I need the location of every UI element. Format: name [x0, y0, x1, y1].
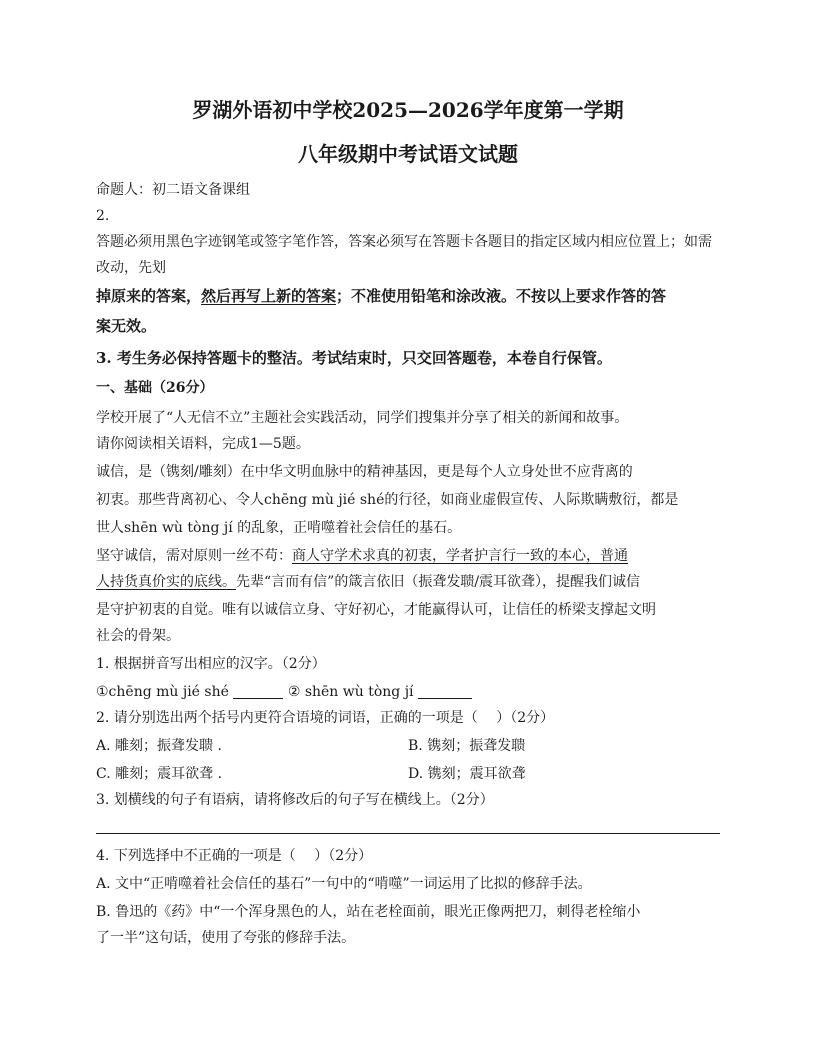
option-b: B. 鲁迅的《药》中“一个浑身黑色的人，站在老栓面前，眼光正像两把刀，刺得老栓缩小	[96, 904, 641, 920]
exam-subtitle: 八年级期中考试语文试题	[298, 142, 518, 166]
instruction-line-bold: 案无效。	[96, 317, 157, 335]
answer-blank-a[interactable]	[233, 684, 283, 699]
intro-line: 请你阅读相关语料，完成1—5题。	[96, 436, 310, 452]
instruction-line: 答题必须用黑色字迹钢笔或签字笔作答，答案必须写在答题卡各题目的指定区域内相应位置上；如需	[96, 234, 712, 250]
instruction-line-bold	[96, 286, 666, 306]
instruction-line: 改动，先划	[96, 260, 166, 276]
option-b-continued: 了一半”这句话，使用了夸张的修辞手法。	[96, 930, 356, 946]
passage-line: 诚信，是（镌刻/雕刻）在中华文明血脉中的精神基因，更是每个人立身处世不应背离的	[96, 464, 633, 480]
instruction-item-3: 3. 考生务必保持答题卡的整洁。考试结束时，只交回答题卷，本卷自行保管。	[96, 349, 612, 367]
passage-line: 是守护初衷的自觉。唯有以诚信立身、守好初心，才能赢得认可，让信任的桥梁支撑起文明	[96, 602, 656, 618]
passage-line	[96, 546, 628, 566]
answer-line[interactable]	[96, 833, 720, 834]
underlined-sentence: 商人守学术求真的初衷，学者护言行一致的本心，普通	[292, 548, 628, 564]
passage-line: 世人shēn wù tòng jí 的乱象，正啃噬着社会信任的基石。	[96, 520, 462, 536]
underlined-sentence: 人持货真价实的底线。	[96, 574, 236, 590]
instruction-fragment: 掉原来的答案，	[96, 287, 202, 305]
passage-line	[96, 572, 640, 592]
underlined-fragment: 然后再写上新的答案	[201, 287, 337, 305]
option-d: D. 镌刻；震耳欲聋	[408, 766, 526, 782]
exam-title: 罗湖外语初中学校2025—2026学年度第一学期	[192, 98, 624, 122]
pinyin-b: ② shēn wù tòng jí	[287, 684, 414, 700]
option-c: C. 雕刻；震耳欲聋 .	[96, 766, 223, 782]
option-a: A. 文中“正啃噬着社会信任的基石”一句中的“啃噬”一词运用了比拟的修辞手法。	[96, 876, 592, 892]
intro-line: 学校开展了“人无信不立”主题社会实践活动，同学们搜集并分享了相关的新闻和故事。	[96, 410, 629, 426]
instruction-fragment: ；不准使用铅笔和涂改液。不按以上要求作答的答	[336, 287, 667, 305]
question-2-stem: 2. 请分别选出两个括号内更符合语境的词语，正确的一项是（ ）（2分）	[96, 710, 555, 726]
option-a: A. 雕刻；振聋发聩 .	[96, 738, 222, 754]
passage-line: 社会的骨架。	[96, 628, 180, 644]
section-heading: 一、基础（26分）	[96, 380, 214, 396]
passage-fragment: 先辈“言而有信”的箴言依旧（振聋发聩/震耳欲聋），提醒我们诚信	[236, 574, 641, 590]
question-3-stem: 3. 划横线的句子有语病，请将修改后的句子写在横线上。（2分）	[96, 792, 494, 808]
question-1-answers	[96, 682, 472, 702]
passage-fragment: 坚守诚信，需对原则一丝不苟：	[96, 548, 292, 564]
setter-line: 命题人：初二语文备课组	[96, 182, 250, 198]
question-4-stem: 4. 下列选择中不正确的一项是（ ）（2分）	[96, 848, 373, 864]
item-number: 2.	[96, 208, 110, 224]
option-b: B. 镌刻；振聋发聩	[408, 738, 526, 754]
question-1-stem: 1. 根据拼音写出相应的汉字。（2分）	[96, 656, 326, 672]
pinyin-a: ①chēng mù jié shé	[96, 684, 229, 700]
passage-line: 初衷。那些背离初心、令人chēng mù jié shé的行径，如商业虚假宣传、人际欺瞒敷衍，都是	[96, 492, 679, 508]
answer-blank-b[interactable]	[418, 684, 472, 699]
